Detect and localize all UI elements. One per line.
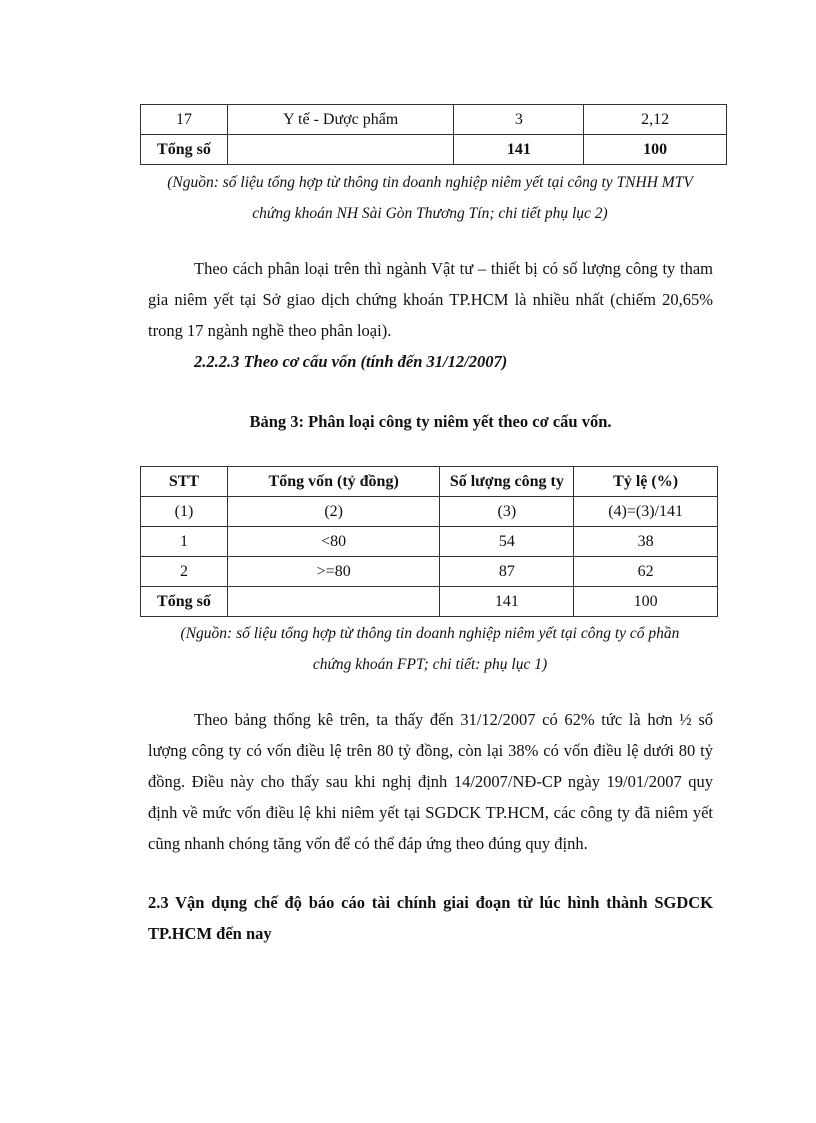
table-cell: 3 [454,105,584,135]
paragraph-line: lượng công ty có vốn điều lệ trên 80 tỷ đồng, còn lại 38% có vốn điều lệ dưới 80 tỷ [148,741,713,760]
table-cell [227,135,454,165]
column-header: Tổng vốn (tỷ đồng) [227,467,440,497]
column-header: Tỷ lệ (%) [574,467,718,497]
paragraph-industry-summary [148,253,713,346]
table-row [141,497,718,527]
table-cell: 54 [440,527,574,557]
table-total-row [141,135,727,165]
table-cell: Tổng số [141,587,228,617]
paragraph-capital-analysis [148,704,713,859]
paragraph-line: gia niêm yết tại Sở giao dịch chứng khoán TP.HCM là nhiều nhất (chiếm 20,65% [148,290,713,309]
table-cell: 100 [574,587,718,617]
column-header: STT [141,467,228,497]
table1-source-note [100,167,760,229]
table-cell [227,587,440,617]
table-cell: >=80 [227,557,440,587]
source-line: chứng khoán FPT; chi tiết: phụ lục 1) [312,656,548,673]
table-cell: 141 [440,587,574,617]
table-cell: (1) [141,497,228,527]
paragraph-line: cũng nhanh chóng tăng vốn để có thể đáp ứng theo đúng quy định. [148,834,588,853]
paragraph-line: định về mức vốn điều lệ khi niêm yết tại SGDCK TP.HCM, các công ty đã niêm yết [148,803,713,822]
table-cell: 141 [454,135,584,165]
source-line: (Nguồn: số liệu tổng hợp từ thông tin doanh nghiệp niêm yết tại công ty cổ phần [180,625,680,642]
column-header: Số lượng công ty [440,467,574,497]
source-line: (Nguồn: số liệu tổng hợp từ thông tin doanh nghiệp niêm yết tại công ty TNHH MTV [167,174,693,191]
table-header-row [141,467,718,497]
table-cell: (4)=(3)/141 [574,497,718,527]
source-line: chứng khoán NH Sài Gòn Thương Tín; chi tiết phụ lục 2) [252,205,608,222]
paragraph-line: trong 17 ngành nghề theo phân loại). [148,321,392,340]
table2-source-note [100,618,760,680]
heading-line: 2.3 Vận dụng chế độ báo cáo tài chính giai đoạn từ lúc hình thành SGDCK [148,893,713,912]
table-cell: Y tế - Dược phẩm [227,105,454,135]
heading-line: TP.HCM đến nay [148,924,272,943]
table-row [141,105,727,135]
table-total-row [141,587,718,617]
table-row [141,557,718,587]
table-cell: 1 [141,527,228,557]
table-cell: 2 [141,557,228,587]
paragraph-line: Theo cách phân loại trên thì ngành Vật tư – thiết bị có số lượng công ty tham [194,259,713,278]
table-cell: 100 [584,135,727,165]
table-cell: 62 [574,557,718,587]
section-heading: 2.2.2.3 Theo cơ cấu vốn (tính đến 31/12/2007) [194,352,508,371]
paragraph-line: đồng. Điều này cho thấy sau khi nghị định 14/2007/NĐ-CP ngày 19/01/2007 quy [148,772,713,791]
capital-structure-table [140,466,718,617]
paragraph-line: Theo bảng thống kê trên, ta thấy đến 31/12/2007 có 62% tức là hơn ½ số [194,710,713,729]
industry-table-continuation [140,104,727,165]
table2-title: Bảng 3: Phân loại công ty niêm yết theo cơ cấu vốn. [249,412,612,431]
table-row [141,527,718,557]
table-cell: 87 [440,557,574,587]
table-cell: (3) [440,497,574,527]
chapter-heading [148,887,713,949]
table-cell: 38 [574,527,718,557]
table-cell: (2) [227,497,440,527]
table-cell: 17 [141,105,228,135]
table-cell: <80 [227,527,440,557]
table-cell: 2,12 [584,105,727,135]
table-cell: Tổng số [141,135,228,165]
